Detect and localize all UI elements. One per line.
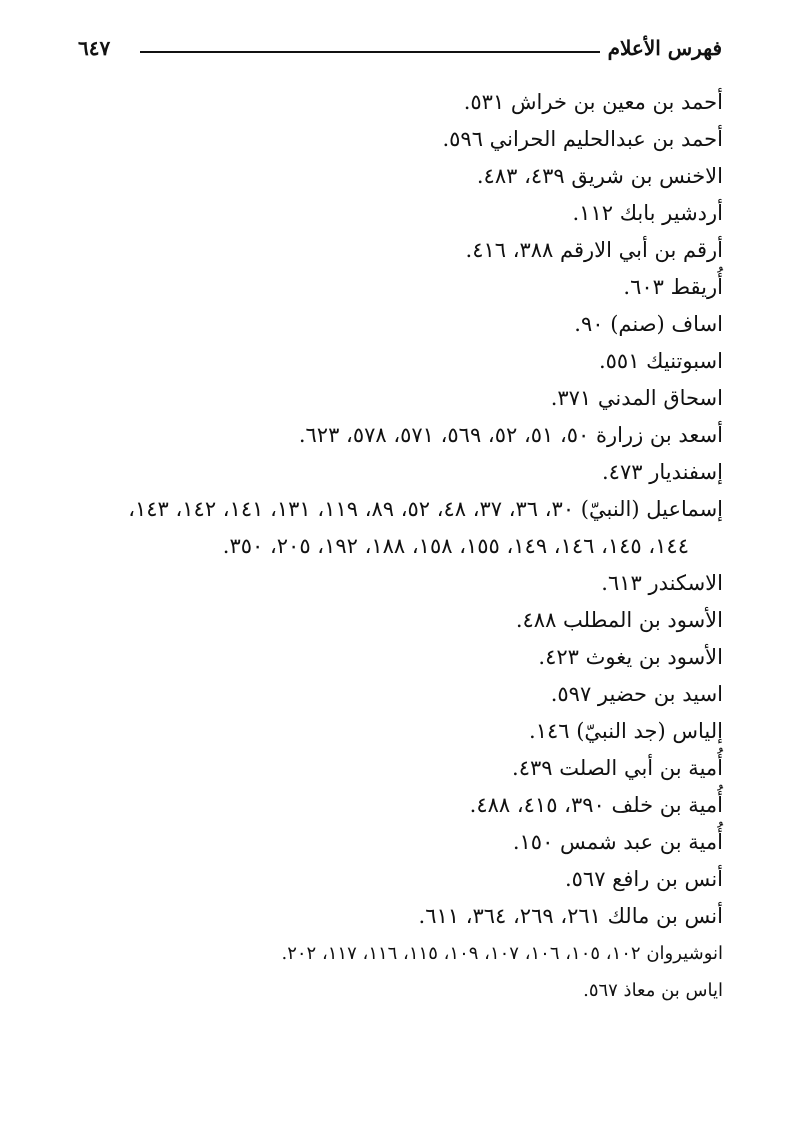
index-entry: اساف (صنم) ٩٠.	[574, 312, 723, 336]
index-entry: اسحاق المدني ٣٧١.	[550, 386, 723, 410]
index-entry: الاسكندر ٦١٣.	[601, 571, 723, 595]
index-entry: أُمية بن خلف ٣٩٠، ٤١٥، ٤٨٨.	[469, 793, 723, 817]
index-entries	[83, 84, 723, 1009]
index-entry: إسفنديار ٤٧٣.	[601, 460, 723, 484]
index-entry: أُمية بن أبي الصلت ٤٣٩.	[512, 756, 723, 780]
index-entry: إلياس (جد النبيّ) ١٤٦.	[529, 719, 723, 743]
header-rule	[140, 51, 600, 53]
page-header	[78, 30, 722, 66]
index-entry: إسماعيل (النبيّ) ٣٠، ٣٦، ٣٧، ٤٨، ٥٢، ٨٩، ١١٩، ١٣١، ١٤١، ١٤٢، ١٤٣، ١٤٤، ١٤٥، ١٤٦، ١٤٩، ١٥٥، ١٥٨، ١٨٨، ١٩٢، ٢٠٥، ٣٥٠.	[128, 497, 723, 558]
index-entry: أسعد بن زرارة ٥٠، ٥١، ٥٢، ٥٦٩، ٥٧١، ٥٧٨، ٦٢٣.	[298, 423, 723, 447]
index-entry: أرقم بن أبي الارقم ٣٨٨، ٤١٦.	[465, 238, 723, 262]
index-entry: الأسود بن المطلب ٤٨٨.	[515, 608, 723, 632]
index-entry: انوشيروان ١٠٢، ١٠٥، ١٠٦، ١٠٧، ١٠٩، ١١٥، ١١٦، ١١٧، ٢٠٢.	[281, 943, 723, 964]
index-entry: أنس بن رافع ٥٦٧.	[564, 867, 723, 891]
index-entry: الأسود بن يغوث ٤٢٣.	[538, 645, 723, 669]
index-entry: أحمد بن عبدالحليم الحراني ٥٩٦.	[442, 127, 723, 151]
header-title: فهرس الأعلام	[607, 36, 722, 60]
index-entry: أُمية بن عبد شمس ١٥٠.	[512, 830, 723, 854]
index-entry: أحمد بن معين بن خراش ٥٣١.	[463, 90, 723, 114]
index-entry: اسبوتنيك ٥٥١.	[598, 349, 723, 373]
index-entry: أنس بن مالك ٢٦١، ٢٦٩، ٣٦٤، ٦١١.	[418, 904, 723, 928]
index-entry: اياس بن معاذ ٥٦٧.	[583, 980, 723, 1001]
page-number: ٦٤٧	[78, 36, 111, 60]
index-entry: اسيد بن حضير ٥٩٧.	[550, 682, 723, 706]
index-entry: أردشير بابك ١١٢.	[572, 201, 723, 225]
index-entry: الاخنس بن شريق ٤٣٩، ٤٨٣.	[476, 164, 723, 188]
index-entry: أُريقط ٦٠٣.	[623, 275, 723, 299]
